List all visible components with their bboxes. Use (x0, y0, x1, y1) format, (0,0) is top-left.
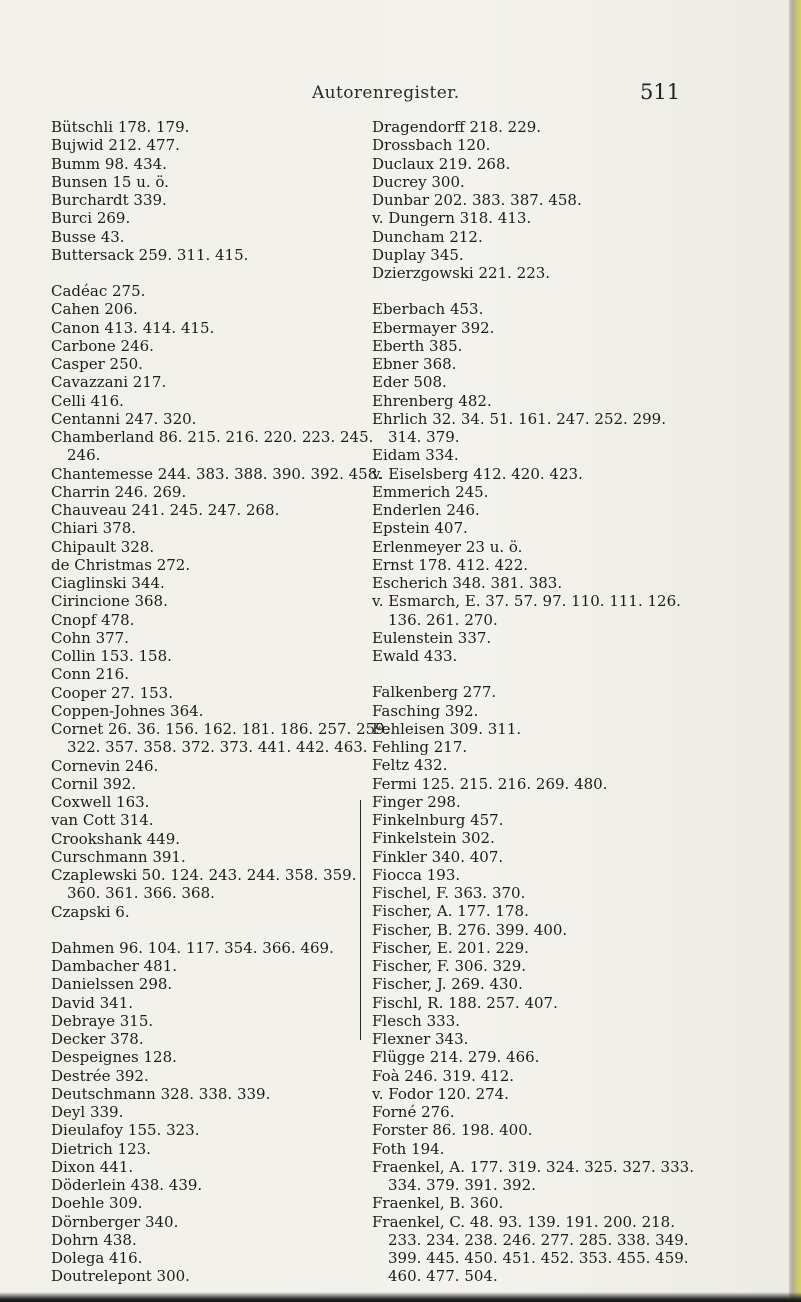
index-entry: Feltz 432. (372, 756, 448, 775)
index-entry: Eberbach 453. (372, 300, 484, 319)
index-entry: Ewald 433. (372, 647, 458, 665)
column-divider (360, 800, 361, 1040)
index-entry: Dieulafoy 155. 323. (51, 1121, 200, 1140)
index-entry: Chantemesse 244. 383. 388. 390. 392. 458. (51, 464, 383, 483)
index-entry-continuation: 334. 379. 391. 392. (388, 1176, 536, 1194)
index-entry: Chipault 328. (51, 537, 155, 556)
index-entry: Foth 194. (372, 1139, 445, 1158)
index-entry: Dzierzgowski 221. 223. (372, 264, 551, 282)
index-entry-continuation: 136. 261. 270. (388, 610, 498, 629)
index-entry: Ebner 368. (372, 355, 457, 373)
index-entry: Collin 153. 158. (51, 647, 172, 665)
index-entry: Flesch 333. (372, 1011, 461, 1030)
index-entry: v. Dungern 318. 413. (372, 209, 532, 228)
index-entry: Escherich 348. 381. 383. (372, 574, 563, 592)
index-entry: Dohrn 438. (51, 1230, 137, 1249)
index-entry: Doehle 309. (51, 1194, 143, 1213)
index-entry: Cornevin 246. (51, 756, 159, 775)
index-entry: Fraenkel, B. 360. (372, 1194, 504, 1213)
running-title: Autorenregister. (312, 83, 460, 103)
index-entry: Fischer, E. 201. 229. (372, 938, 529, 957)
index-entry: Fiocca 193. (372, 865, 461, 884)
index-entry: Dörnberger 340. (51, 1212, 179, 1231)
index-entry: Fasching 392. (372, 701, 479, 720)
index-entry: Charrin 246. 269. (51, 482, 187, 501)
index-entry: Flexner 343. (372, 1030, 469, 1048)
index-entry: Fermi 125. 215. 216. 269. 480. (372, 774, 608, 793)
index-entry: Emmerich 245. (372, 482, 489, 501)
index-entry: Dunbar 202. 383. 387. 458. (372, 191, 582, 209)
index-entry: Busse 43. (51, 227, 125, 246)
index-entry: Cnopf 478. (51, 610, 135, 629)
index-entry: Bütschli 178. 179. (51, 118, 190, 136)
index-entry: Foà 246. 319. 412. (372, 1066, 515, 1085)
index-entry: Cornil 392. (51, 774, 137, 793)
index-entry: Dambacher 481. (51, 957, 178, 975)
index-entry: Chamberland 86. 215. 216. 220. 223. 245. (51, 428, 374, 446)
index-entry: Cohn 377. (51, 628, 129, 647)
index-entry: Dolega 416. (51, 1249, 143, 1267)
index-entry: Finger 298. (372, 792, 461, 811)
index-entry-continuation: 233. 234. 238. 246. 277. 285. 338. 349. (388, 1230, 689, 1249)
page-header (0, 80, 801, 110)
index-entry: Danielssen 298. (51, 975, 173, 994)
index-entry: Falkenberg 277. (372, 683, 497, 702)
index-entry: Döderlein 438. 439. (51, 1176, 203, 1194)
index-entry: v. Esmarch, E. 37. 57. 97. 110. 111. 126. (372, 592, 681, 611)
index-entry: Deutschmann 328. 338. 339. (51, 1084, 271, 1103)
index-entry: Finkelstein 302. (372, 829, 495, 848)
index-entry: Enderlen 246. (372, 501, 480, 519)
index-entry: Dietrich 123. (51, 1139, 151, 1158)
index-entry: Cadéac 275. (51, 282, 146, 300)
index-entry: Bumm 98. 434. (51, 154, 167, 173)
index-entry: Fischer, A. 177. 178. (372, 902, 529, 921)
index-entry: Duncham 212. (372, 227, 483, 246)
index-entry: Debraye 315. (51, 1011, 154, 1030)
index-entry: Ehrlich 32. 34. 51. 161. 247. 252. 299. (372, 409, 666, 428)
index-entry: Ebermayer 392. (372, 318, 495, 337)
index-entry: Fehling 217. (372, 738, 468, 756)
index-entry: Ernst 178. 412. 422. (372, 555, 529, 574)
index-entry-continuation: 360. 361. 366. 368. (67, 884, 215, 903)
index-entry: Dixon 441. (51, 1157, 134, 1176)
index-entry: Forné 276. (372, 1103, 455, 1121)
scan-shadow (0, 1292, 801, 1302)
index-entry: Fraenkel, C. 48. 93. 139. 191. 200. 218. (372, 1212, 675, 1231)
section-gap (51, 921, 351, 939)
index-entry: Casper 250. (51, 355, 143, 373)
index-entry: Destrée 392. (51, 1066, 149, 1085)
index-entry: Cavazzani 217. (51, 373, 167, 392)
index-entry-continuation: 460. 477. 504. (388, 1267, 498, 1286)
index-entry: Conn 216. (51, 665, 129, 684)
index-entry: v. Fodor 120. 274. (372, 1084, 509, 1103)
index-entry: Fischer, F. 306. 329. (372, 957, 527, 975)
index-entry: Fischl, R. 188. 257. 407. (372, 993, 558, 1012)
index-entry: David 341. (51, 993, 134, 1012)
index-entry: Ducrey 300. (372, 172, 465, 191)
index-entry: Ciaglinski 344. (51, 574, 165, 592)
index-entry-continuation: 314. 379. (388, 428, 460, 446)
index-entry: Cornet 26. 36. 156. 162. 181. 186. 257. 259. (51, 720, 390, 738)
index-entry: Canon 413. 414. 415. (51, 318, 215, 337)
index-entry: Eberth 385. (372, 336, 463, 355)
section-gap (51, 264, 351, 282)
index-entry: Dahmen 96. 104. 117. 354. 366. 469. (51, 938, 334, 957)
index-entry: v. Eiselsberg 412. 420. 423. (372, 464, 583, 483)
index-entry: de Christmas 272. (51, 555, 191, 574)
index-entry: Bunsen 15 u. ö. (51, 172, 169, 191)
index-entry: Bujwid 212. 477. (51, 136, 180, 155)
index-entry: Epstein 407. (372, 519, 468, 538)
index-entry: Eder 508. (372, 373, 447, 392)
index-entry: van Cott 314. (51, 811, 154, 830)
index-entry: Duplay 345. (372, 245, 464, 264)
index-entry: Czaplewski 50. 124. 243. 244. 358. 359. (51, 866, 357, 884)
index-entry: Forster 86. 198. 400. (372, 1121, 533, 1140)
index-entry: Finkler 340. 407. (372, 847, 504, 866)
index-entry: Coxwell 163. (51, 793, 150, 811)
index-entry: Eulenstein 337. (372, 628, 492, 647)
index-entry: Buttersack 259. 311. 415. (51, 245, 249, 264)
index-entry: Erlenmeyer 23 u. ö. (372, 537, 523, 556)
index-entry: Despeignes 128. (51, 1048, 177, 1067)
index-entry: Chauveau 241. 245. 247. 268. (51, 501, 280, 519)
index-entry: Cirincione 368. (51, 592, 168, 611)
page-edge (789, 0, 801, 1302)
index-entry: Duclaux 219. 268. (372, 154, 511, 173)
index-column-left (51, 118, 390, 1286)
section-gap (372, 282, 782, 300)
index-entry: Curschmann 391. (51, 847, 186, 866)
index-entry: Coppen-Johnes 364. (51, 701, 204, 720)
index-entry-continuation: 399. 445. 450. 451. 452. 353. 455. 459. (388, 1249, 689, 1267)
index-entry: Crookshank 449. (51, 829, 181, 848)
index-entry: Dragendorff 218. 229. (372, 118, 542, 136)
index-entry: Eidam 334. (372, 446, 459, 465)
index-entry: Burchardt 339. (51, 191, 167, 209)
index-entry: Burci 269. (51, 209, 131, 228)
index-entry: Centanni 247. 320. (51, 409, 197, 428)
index-entry: Drossbach 120. (372, 136, 491, 155)
index-entry-continuation: 246. (67, 446, 101, 465)
index-entry: Finkelnburg 457. (372, 811, 504, 829)
index-entry: Fehleisen 309. 311. (372, 719, 522, 738)
index-entry: Czapski 6. (51, 902, 130, 921)
index-entry: Carbone 246. (51, 336, 154, 355)
index-entry: Deyl 339. (51, 1103, 124, 1121)
index-entry: Doutrelepont 300. (51, 1267, 190, 1286)
index-entry: Flügge 214. 279. 466. (372, 1048, 540, 1067)
index-entry: Ehrenberg 482. (372, 391, 492, 410)
index-entry: Cooper 27. 153. (51, 683, 173, 702)
index-entry: Cahen 206. (51, 300, 138, 319)
index-entry: Fischer, B. 276. 399. 400. (372, 920, 568, 939)
index-entry: Chiari 378. (51, 519, 137, 538)
index-column-right (372, 118, 782, 1286)
index-entry: Fischel, F. 363. 370. (372, 884, 526, 902)
page-number: 511 (640, 80, 681, 104)
index-entry: Fraenkel, A. 177. 319. 324. 325. 327. 333. (372, 1157, 694, 1176)
index-entry: Fischer, J. 269. 430. (372, 975, 523, 994)
index-entry: Celli 416. (51, 391, 124, 410)
index-entry: Decker 378. (51, 1030, 144, 1048)
section-gap (372, 665, 782, 683)
index-entry-continuation: 322. 357. 358. 372. 373. 441. 442. 463. (67, 738, 368, 757)
